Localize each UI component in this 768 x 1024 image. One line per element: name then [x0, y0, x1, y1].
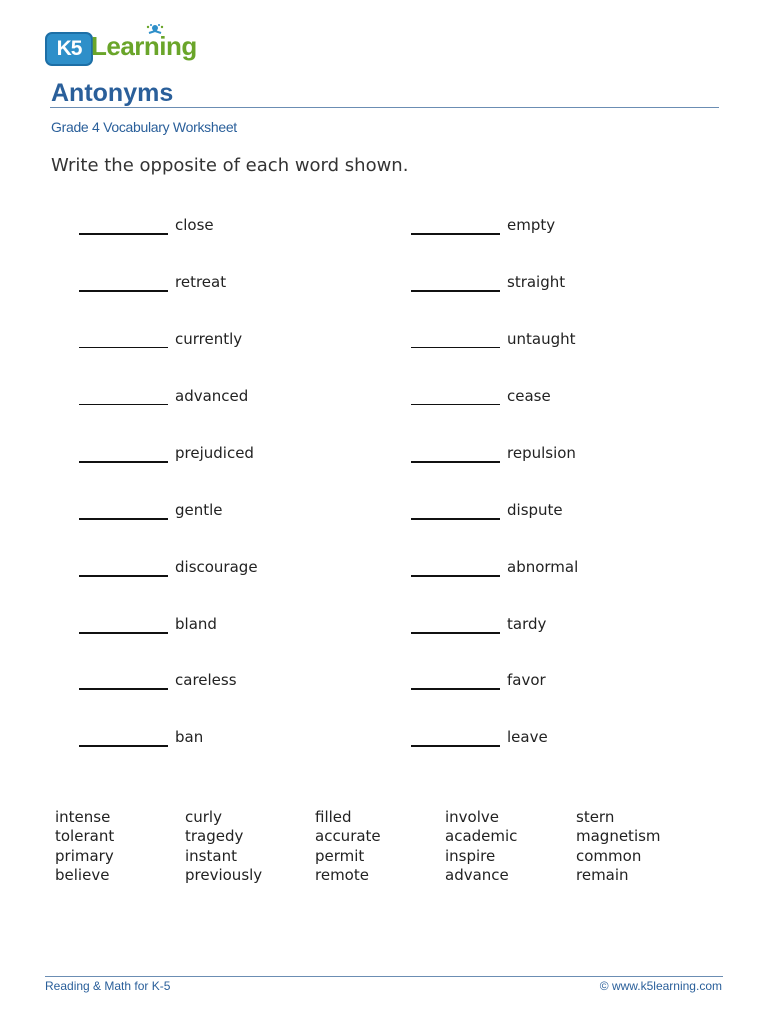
logo-wordmark: Learning — [91, 31, 197, 61]
exercise-word: ban — [175, 728, 204, 746]
instructions-text: Write the opposite of each word shown. — [51, 155, 409, 176]
word-bank-word: instant — [185, 846, 237, 865]
k5-learning-logo — [45, 24, 205, 66]
word-bank-word: curly — [185, 808, 222, 826]
word-bank-word: advance — [445, 865, 509, 884]
word-bank-word: primary — [55, 846, 114, 865]
answer-blank[interactable] — [79, 290, 168, 292]
exercise-word: retreat — [175, 273, 227, 291]
exercise-word: bland — [175, 615, 217, 633]
exercise-word: dispute — [507, 501, 563, 519]
exercise-word: repulsion — [507, 444, 576, 462]
page-title: Antonyms — [51, 79, 174, 107]
word-bank-word: remain — [576, 865, 629, 884]
answer-blank[interactable] — [79, 575, 168, 577]
word-bank-column — [445, 808, 575, 885]
answer-blank[interactable] — [411, 290, 500, 292]
word-bank-word: magnetism — [576, 827, 661, 846]
word-bank-word: accurate — [315, 827, 381, 846]
answer-blank[interactable] — [411, 745, 500, 747]
exercise-word: discourage — [175, 558, 258, 576]
word-bank-word: tolerant — [55, 827, 115, 846]
word-bank-word: filled — [315, 808, 352, 826]
exercise-word: untaught — [507, 330, 576, 348]
answer-blank[interactable] — [79, 404, 168, 405]
footer-divider — [45, 976, 723, 977]
exercise-word: close — [175, 216, 214, 234]
answer-blank[interactable] — [79, 632, 168, 634]
word-bank-column — [576, 808, 706, 885]
answer-blank[interactable] — [411, 688, 500, 690]
word-bank-word: believe — [55, 865, 110, 884]
exercise-word: straight — [507, 273, 566, 291]
exercise-word: leave — [507, 728, 548, 746]
footer-website: © www.k5learning.com — [599, 979, 722, 993]
word-bank-word: inspire — [445, 846, 496, 865]
page-subtitle: Grade 4 Vocabulary Worksheet — [51, 119, 237, 135]
word-bank-column — [185, 808, 315, 885]
word-bank-word: common — [576, 846, 642, 865]
word-bank-word: academic — [445, 827, 518, 846]
answer-blank[interactable] — [411, 632, 500, 634]
answer-blank[interactable] — [79, 518, 168, 520]
word-bank-word: intense — [55, 808, 111, 826]
exercise-word: favor — [507, 671, 546, 689]
footer-tagline: Reading & Math for K-5 — [45, 979, 171, 993]
word-bank-word: stern — [576, 808, 615, 826]
exercise-word: empty — [507, 216, 556, 234]
exercise-word: currently — [175, 330, 243, 348]
exercise-word: careless — [175, 671, 237, 689]
answer-blank[interactable] — [79, 347, 168, 348]
answer-blank[interactable] — [79, 745, 168, 747]
word-bank-word: previously — [185, 865, 263, 884]
logo-k5-box: K5 — [45, 32, 93, 66]
exercise-word: cease — [507, 387, 551, 405]
title-divider — [50, 107, 719, 108]
word-bank-word: involve — [445, 808, 500, 826]
answer-blank[interactable] — [411, 518, 500, 520]
word-bank-column — [315, 808, 445, 885]
answer-blank[interactable] — [79, 688, 168, 690]
word-bank — [0, 808, 768, 888]
word-bank-word: permit — [315, 846, 365, 865]
answer-blank[interactable] — [411, 575, 500, 577]
word-bank-column — [55, 808, 185, 885]
exercise-word: gentle — [175, 501, 223, 519]
answer-blank[interactable] — [411, 233, 500, 235]
word-bank-word: tragedy — [185, 827, 244, 846]
word-bank-word: remote — [315, 865, 369, 884]
logo-figure-icon — [145, 24, 165, 40]
exercise-word: tardy — [507, 615, 547, 633]
answer-blank[interactable] — [79, 233, 168, 235]
answer-blank[interactable] — [411, 347, 500, 348]
exercise-word: abnormal — [507, 558, 579, 576]
exercise-word: prejudiced — [175, 444, 254, 462]
answer-blank[interactable] — [411, 404, 500, 405]
answer-blank[interactable] — [411, 461, 500, 463]
answer-blank[interactable] — [79, 461, 168, 463]
exercise-word: advanced — [175, 387, 249, 405]
